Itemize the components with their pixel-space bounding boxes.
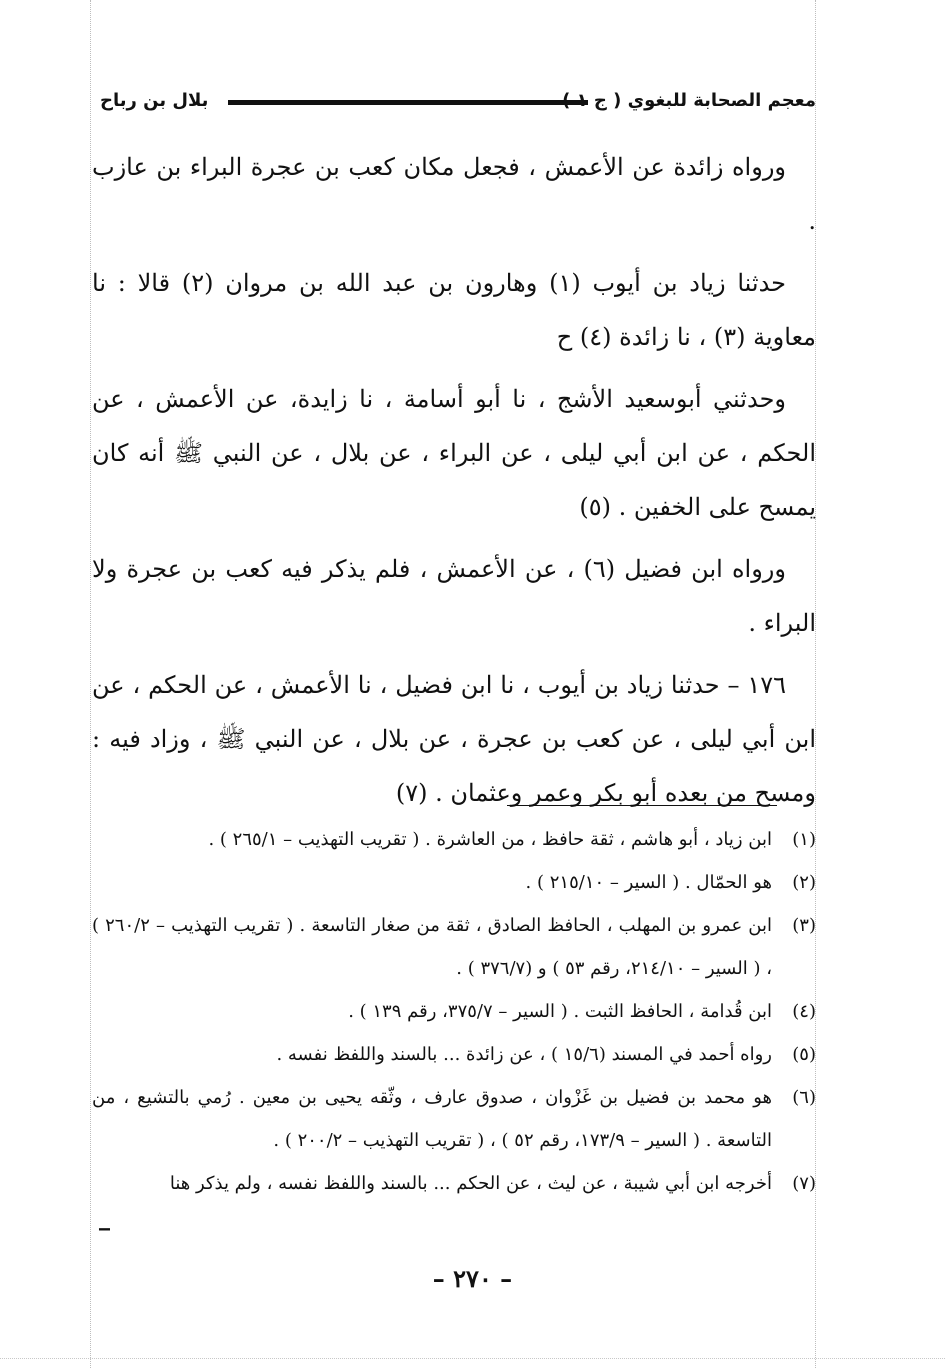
footnote [92,818,816,861]
footnote-number: (١) [792,829,816,850]
paragraph: ورواه زائدة عن الأعمش ، فجعل مكان كعب بن عجرة البراء بن عازب . [92,153,816,235]
page-number: – ٢٧٠ – [432,1264,513,1293]
section-title: بلال بن رباح [100,90,209,111]
footnote-text: رواه أحمد في المسند (١٥/٦ ) ، عن زائدة ... بالسند واللفظ نفسه . [276,1044,772,1065]
footnote-number: (٥) [792,1044,816,1065]
footnote-text: ابن قُدامة ، الحافظ الثبت . ( السير – ٣٧٥/٧، رقم ١٣٩ ) . [348,1001,772,1022]
header-rule [228,100,588,105]
footnote-text: هو الحمّال . ( السير – ٢١٥/١٠ ) . [525,872,772,893]
scan-guide-line [90,0,91,1368]
scan-guide-line [0,1358,945,1359]
paragraph: حدثنا زياد بن أيوب (١) وهارون بن عبد الله بن مروان (٢) قالا : نا معاوية (٣) ، نا زائدة (٤) ح [92,269,816,351]
book-title: معجم الصحابة للبغوي ( ج [593,90,816,111]
paragraph: وحدثني أبوسعيد الأشج ، نا أبو أسامة ، نا زايدة، عن الأعمش ، عن الحكم ، عن ابن أبي ليلى ، عن البراء ، عن بلال ، عن النبي ﷺ أنه كان يمسح على الخفين . (٥) [92,385,816,521]
footnote-text: ابن عمرو بن المهلب ، الحافظ الصادق ، ثقة من صغار التاسعة . ( تقريب التهذيب – ٢٦٠/٢ ) ، ( السير – ٢١٤/١٠، رقم ٥٣ ) و (٣٧٦/٧ ) . [92,915,773,979]
footnote [92,1162,816,1205]
footnote-number: (٤) [792,1001,816,1022]
footnote-text: أخرجه ابن أبي شيبة ، عن ليث ، عن الحكم ... بالسند واللفظ نفسه ، ولم يذكر هنا [169,1173,772,1194]
running-header [100,86,816,122]
paragraph: ١٧٦ – حدثنا زياد بن أيوب ، نا ابن فضيل ، نا الأعمش ، عن الحكم ، عن ابن أبي ليلى ، عن كعب بن عجرة ، عن بلال ، عن النبي ﷺ ، وزاد فيه : ومسح من بعده أبو بكر وعمر وعثمان . (٧) [92,671,817,807]
footnote-text: ابن زياد ، أبو هاشم ، ثقة حافظ ، من العاشرة . ( تقريب التهذيب – ٢٦٥/١ ) . [208,829,772,850]
footnote [92,904,816,990]
footnote-separator [507,805,777,806]
footnote [92,1076,816,1162]
footnote-number: (٦) [792,1087,816,1108]
footnote-number: (٣) [792,915,816,936]
footnote [92,861,816,904]
footnote-text: هو محمد بن فضيل بن غَزْوان ، صدوق عارف ، وثّقه يحيى بن معين . رُمي بالتشيع ، من التاسعة . ( السير – ١٧٣/٩، رقم ٥٢ ) ، ( تقريب التهذيب – ٢٠٠/٢ ) . [92,1087,772,1151]
footnote-number: (٢) [792,872,816,893]
footnote [92,990,816,1033]
continuation-mark: -- [98,1218,109,1239]
footnotes [92,818,816,1205]
main-text [92,140,816,828]
paragraph: ورواه ابن فضيل (٦) ، عن الأعمش ، فلم يذكر فيه كعب بن عجرة ولا البراء . [92,555,816,637]
footnote [92,1033,816,1076]
footnote-number: (٧) [792,1173,816,1194]
